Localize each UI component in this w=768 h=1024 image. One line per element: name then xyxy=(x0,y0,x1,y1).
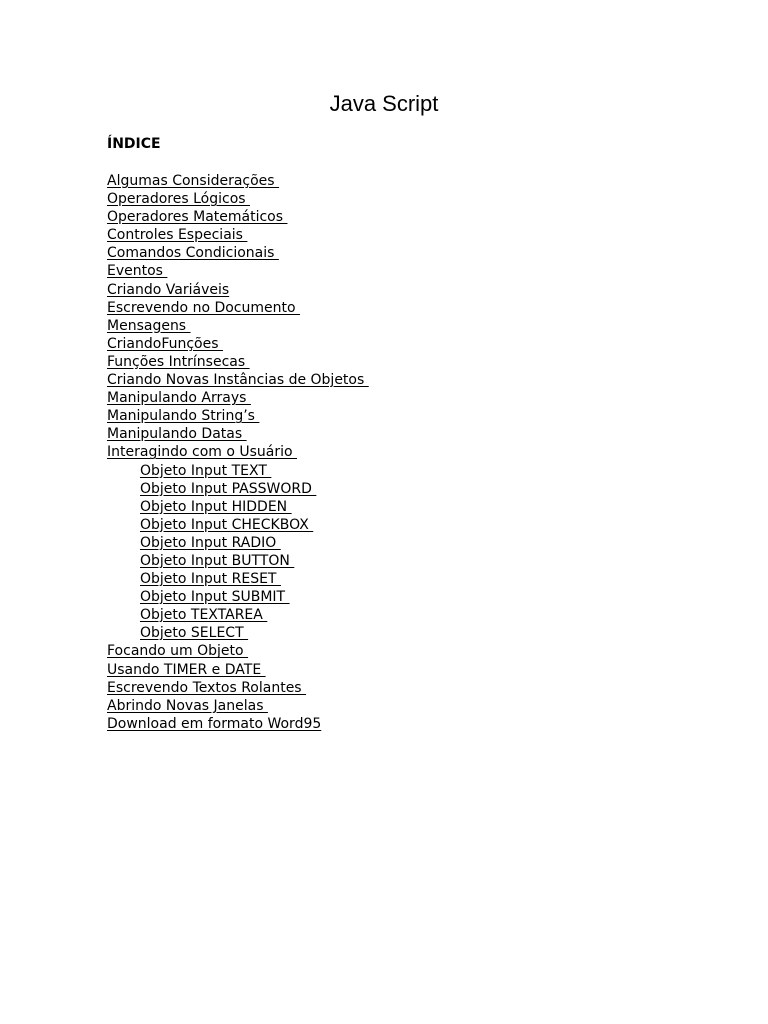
toc-link[interactable]: Manipulando String’s xyxy=(107,408,260,425)
toc-link[interactable]: Objeto TEXTAREA xyxy=(140,607,268,624)
toc-item xyxy=(107,498,369,516)
toc-item xyxy=(107,715,369,733)
toc-link[interactable]: Usando TIMER e DATE xyxy=(107,661,266,678)
toc-item xyxy=(107,443,369,461)
toc-link[interactable]: Objeto Input SUBMIT xyxy=(140,589,290,606)
toc-item xyxy=(107,480,369,498)
toc-item xyxy=(107,570,369,588)
toc-link[interactable]: Download em formato Word95 xyxy=(107,715,322,732)
toc-item xyxy=(107,317,369,335)
toc-item xyxy=(107,190,369,208)
toc-link[interactable]: Manipulando Datas xyxy=(107,426,247,443)
toc-item xyxy=(107,226,369,244)
table-of-contents xyxy=(107,172,369,733)
toc-link[interactable]: Operadores Lógicos xyxy=(107,191,251,208)
toc-item xyxy=(107,262,369,280)
toc-link[interactable]: Escrevendo no Documento xyxy=(107,299,301,316)
toc-item xyxy=(107,462,369,480)
toc-item xyxy=(107,425,369,443)
toc-item xyxy=(107,281,369,299)
toc-link[interactable]: Controles Especiais xyxy=(107,227,248,244)
toc-link[interactable]: Comandos Condicionais xyxy=(107,245,279,262)
toc-link[interactable]: CriandoFunções xyxy=(107,335,223,352)
toc-item xyxy=(107,407,369,425)
toc-item xyxy=(107,642,369,660)
toc-link[interactable]: Operadores Matemáticos xyxy=(107,209,288,226)
toc-item xyxy=(107,588,369,606)
toc-link[interactable]: Criando Novas Instâncias de Objetos xyxy=(107,372,369,389)
toc-item xyxy=(107,516,369,534)
toc-link[interactable]: Objeto Input BUTTON xyxy=(140,552,295,569)
toc-link[interactable]: Interagindo com o Usuário xyxy=(107,444,298,461)
toc-link[interactable]: Eventos xyxy=(107,263,168,280)
toc-item xyxy=(107,353,369,371)
toc-item xyxy=(107,299,369,317)
toc-item xyxy=(107,534,369,552)
toc-link[interactable]: Funções Intrínsecas xyxy=(107,353,250,370)
toc-link[interactable]: Manipulando Arrays xyxy=(107,390,251,407)
toc-item xyxy=(107,335,369,353)
toc-link[interactable]: Objeto Input TEXT xyxy=(140,462,272,479)
toc-link[interactable]: Algumas Considerações xyxy=(107,173,280,189)
toc-item xyxy=(107,606,369,624)
toc-item xyxy=(107,661,369,679)
index-heading: ÍNDICE xyxy=(107,136,161,152)
toc-item xyxy=(107,389,369,407)
toc-link[interactable]: Criando Variáveis xyxy=(107,281,230,298)
toc-link[interactable]: Escrevendo Textos Rolantes xyxy=(107,679,307,696)
toc-item xyxy=(107,371,369,389)
toc-link[interactable]: Mensagens xyxy=(107,317,191,334)
toc-item xyxy=(107,172,369,190)
toc-link[interactable]: Objeto Input PASSWORD xyxy=(140,480,317,497)
document-title: Java Script xyxy=(329,91,439,116)
toc-link[interactable]: Abrindo Novas Janelas xyxy=(107,697,268,714)
toc-link[interactable]: Objeto Input RADIO xyxy=(140,534,281,551)
toc-link[interactable]: Objeto SELECT xyxy=(140,625,249,642)
toc-item xyxy=(107,244,369,262)
toc-link[interactable]: Objeto Input CHECKBOX xyxy=(140,516,314,533)
toc-link[interactable]: Objeto Input RESET xyxy=(140,571,281,588)
toc-item xyxy=(107,208,369,226)
toc-item xyxy=(107,552,369,570)
toc-item xyxy=(107,697,369,715)
toc-link[interactable]: Focando um Objeto xyxy=(107,643,249,660)
toc-item xyxy=(107,679,369,697)
toc-link[interactable]: Objeto Input HIDDEN xyxy=(140,498,292,515)
toc-item xyxy=(107,624,369,642)
